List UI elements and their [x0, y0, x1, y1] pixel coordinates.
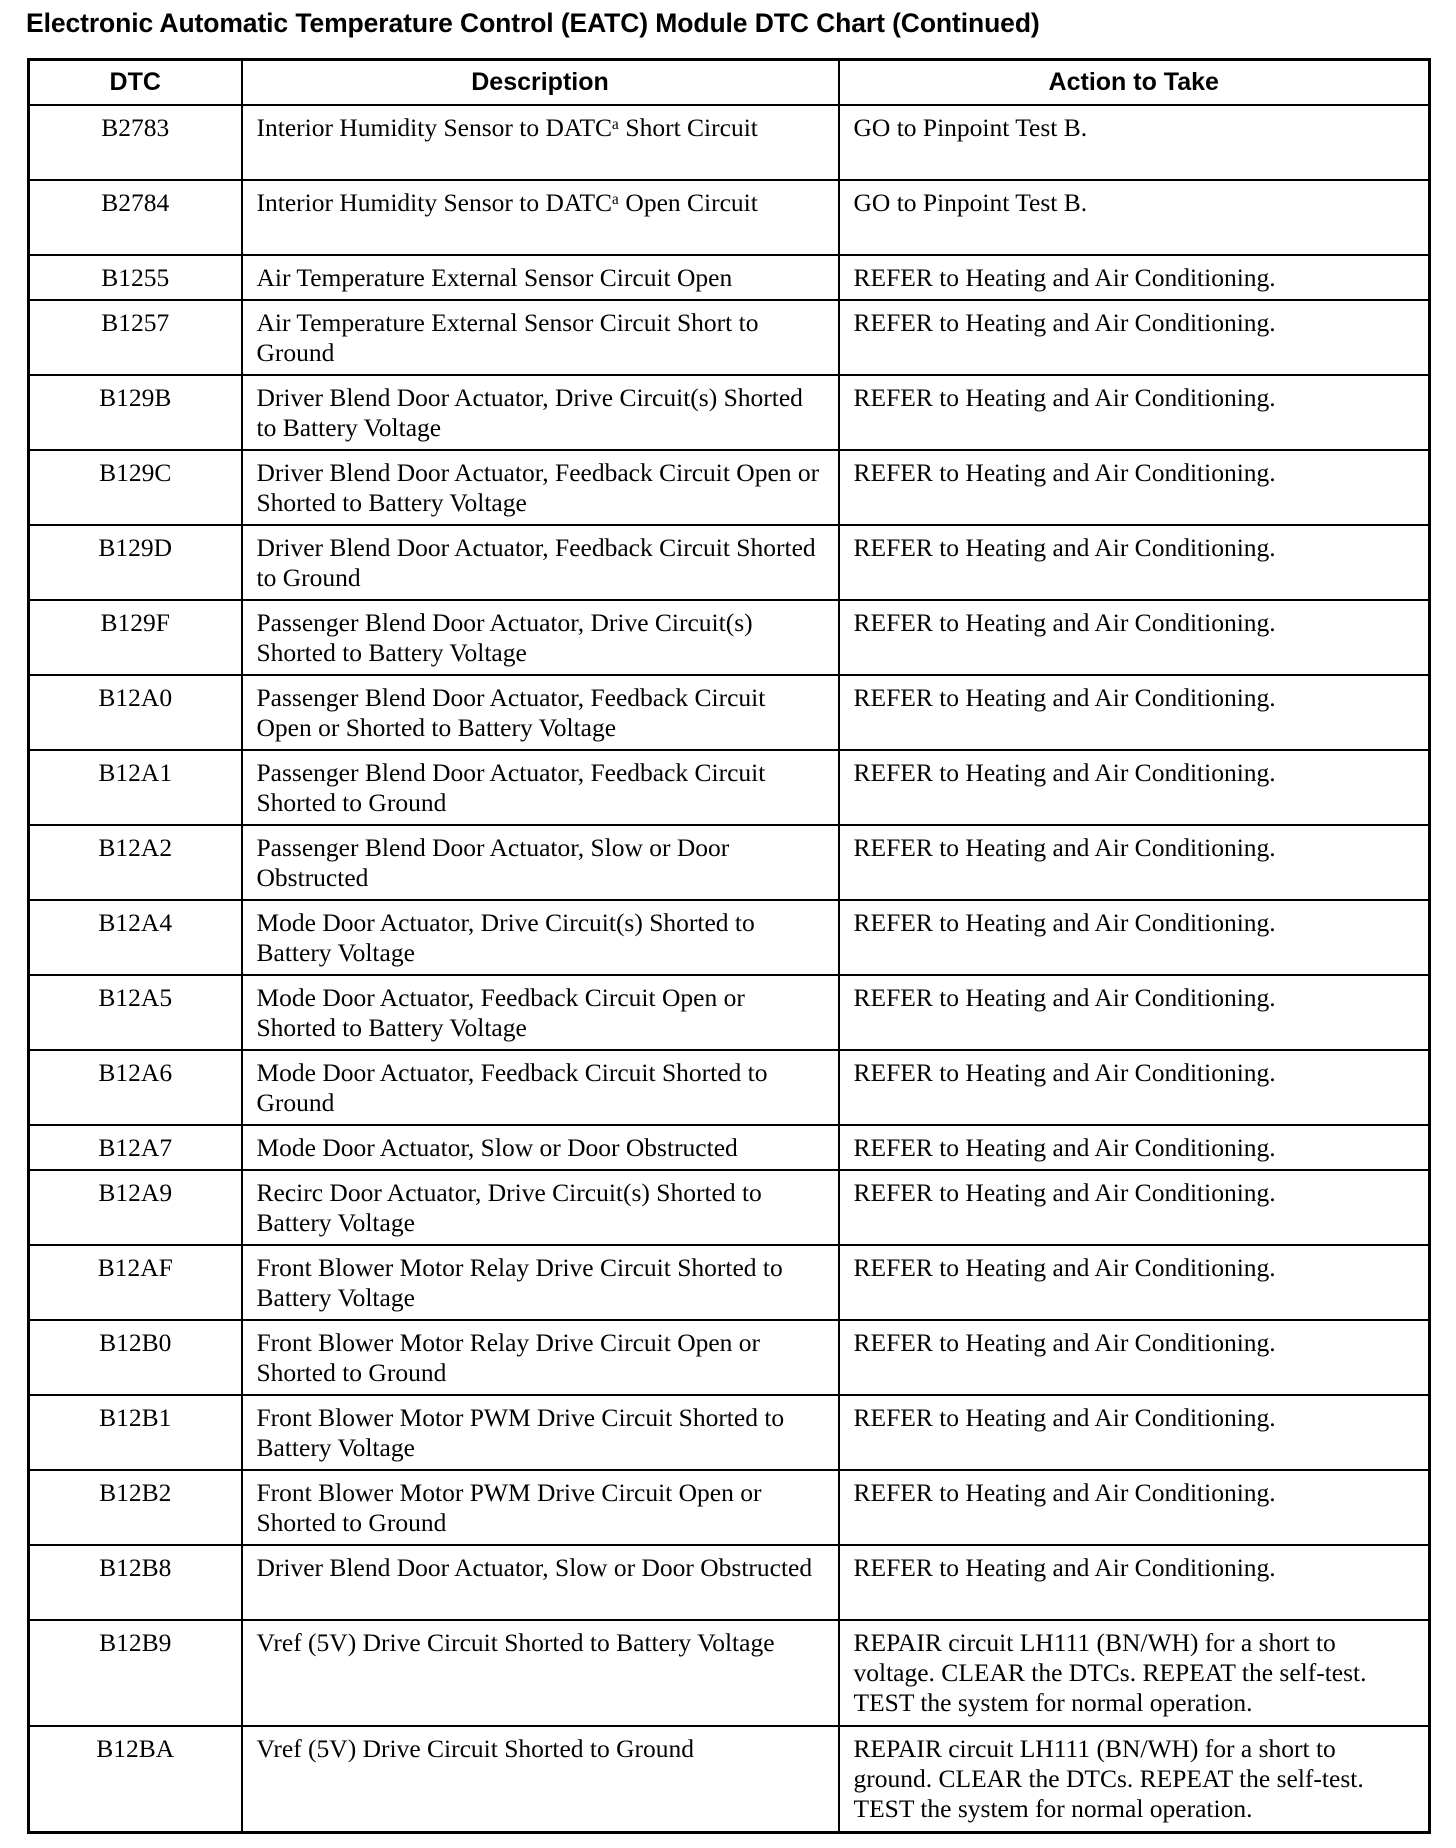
action-cell: GO to Pinpoint Test B.	[839, 180, 1430, 255]
dtc-table	[27, 58, 1431, 1834]
dtc-code-cell: B12B1	[29, 1395, 242, 1470]
description-cell: Front Blower Motor Relay Drive Circuit Shorted to Battery Voltage	[242, 1245, 839, 1320]
action-cell: REFER to Heating and Air Conditioning.	[839, 1125, 1430, 1170]
page-title: Electronic Automatic Temperature Control (EATC) Module DTC Chart (Continued)	[26, 8, 1040, 38]
dtc-code-cell: B12A4	[29, 900, 242, 975]
description-cell: Driver Blend Door Actuator, Drive Circuit(s) Shorted to Battery Voltage	[242, 375, 839, 450]
dtc-code-cell: B12A9	[29, 1170, 242, 1245]
action-cell: REFER to Heating and Air Conditioning.	[839, 1545, 1430, 1620]
action-cell: REFER to Heating and Air Conditioning.	[839, 1170, 1430, 1245]
table-header-row	[29, 60, 1430, 106]
description-cell: Vref (5V) Drive Circuit Shorted to Ground	[242, 1726, 839, 1832]
table-row	[29, 675, 1430, 750]
dtc-code-cell: B12A1	[29, 750, 242, 825]
column-header-action: Action to Take	[839, 60, 1430, 106]
action-cell: REPAIR circuit LH111 (BN/WH) for a short to voltage. CLEAR the DTCs. REPEAT the self-test. TEST the system for normal operation.	[839, 1620, 1430, 1726]
table-row	[29, 600, 1430, 675]
description-cell: Driver Blend Door Actuator, Feedback Circuit Shorted to Ground	[242, 525, 839, 600]
table-row	[29, 1170, 1430, 1245]
action-cell: REFER to Heating and Air Conditioning.	[839, 600, 1430, 675]
table-row	[29, 105, 1430, 180]
table-row	[29, 300, 1430, 375]
dtc-code-cell: B12A7	[29, 1125, 242, 1170]
description-cell: Front Blower Motor PWM Drive Circuit Shorted to Battery Voltage	[242, 1395, 839, 1470]
action-cell: REFER to Heating and Air Conditioning.	[839, 375, 1430, 450]
dtc-code-cell: B12A5	[29, 975, 242, 1050]
table-row	[29, 1395, 1430, 1470]
table-row	[29, 1545, 1430, 1620]
description-cell: Vref (5V) Drive Circuit Shorted to Battery Voltage	[242, 1620, 839, 1726]
action-cell: REFER to Heating and Air Conditioning.	[839, 450, 1430, 525]
table-row	[29, 1050, 1430, 1125]
description-cell: Interior Humidity Sensor to DATCᵃ Short Circuit	[242, 105, 839, 180]
table-row	[29, 450, 1430, 525]
dtc-code-cell: B12AF	[29, 1245, 242, 1320]
dtc-code-cell: B12B8	[29, 1545, 242, 1620]
table-row	[29, 825, 1430, 900]
action-cell: REFER to Heating and Air Conditioning.	[839, 1395, 1430, 1470]
dtc-code-cell: B12BA	[29, 1726, 242, 1832]
table-row	[29, 1245, 1430, 1320]
action-cell: REFER to Heating and Air Conditioning.	[839, 1050, 1430, 1125]
dtc-code-cell: B1255	[29, 255, 242, 300]
description-cell: Front Blower Motor Relay Drive Circuit Open or Shorted to Ground	[242, 1320, 839, 1395]
dtc-code-cell: B129B	[29, 375, 242, 450]
dtc-code-cell: B12B9	[29, 1620, 242, 1726]
dtc-code-cell: B12A2	[29, 825, 242, 900]
action-cell: REFER to Heating and Air Conditioning.	[839, 825, 1430, 900]
table-body	[29, 105, 1430, 1832]
dtc-code-cell: B129C	[29, 450, 242, 525]
action-cell: REFER to Heating and Air Conditioning.	[839, 255, 1430, 300]
description-cell: Mode Door Actuator, Feedback Circuit Shorted to Ground	[242, 1050, 839, 1125]
dtc-code-cell: B129F	[29, 600, 242, 675]
dtc-code-cell: B12A0	[29, 675, 242, 750]
action-cell: REFER to Heating and Air Conditioning.	[839, 750, 1430, 825]
table-row	[29, 975, 1430, 1050]
dtc-code-cell: B2783	[29, 105, 242, 180]
description-cell: Passenger Blend Door Actuator, Slow or Door Obstructed	[242, 825, 839, 900]
description-cell: Passenger Blend Door Actuator, Feedback Circuit Shorted to Ground	[242, 750, 839, 825]
action-cell: REFER to Heating and Air Conditioning.	[839, 1470, 1430, 1545]
table-row	[29, 750, 1430, 825]
column-header-dtc: DTC	[29, 60, 242, 106]
table-row	[29, 1620, 1430, 1726]
description-cell: Passenger Blend Door Actuator, Drive Circuit(s) Shorted to Battery Voltage	[242, 600, 839, 675]
description-cell: Air Temperature External Sensor Circuit Short to Ground	[242, 300, 839, 375]
description-cell: Driver Blend Door Actuator, Slow or Door Obstructed	[242, 1545, 839, 1620]
action-cell: REFER to Heating and Air Conditioning.	[839, 975, 1430, 1050]
action-cell: REFER to Heating and Air Conditioning.	[839, 1245, 1430, 1320]
table-row	[29, 1320, 1430, 1395]
description-cell: Interior Humidity Sensor to DATCᵃ Open Circuit	[242, 180, 839, 255]
action-cell: REFER to Heating and Air Conditioning.	[839, 900, 1430, 975]
dtc-code-cell: B12A6	[29, 1050, 242, 1125]
description-cell: Driver Blend Door Actuator, Feedback Circuit Open or Shorted to Battery Voltage	[242, 450, 839, 525]
table-row	[29, 255, 1430, 300]
table-row	[29, 1726, 1430, 1832]
action-cell: REFER to Heating and Air Conditioning.	[839, 675, 1430, 750]
dtc-code-cell: B12B2	[29, 1470, 242, 1545]
dtc-code-cell: B2784	[29, 180, 242, 255]
description-cell: Recirc Door Actuator, Drive Circuit(s) Shorted to Battery Voltage	[242, 1170, 839, 1245]
description-cell: Front Blower Motor PWM Drive Circuit Open or Shorted to Ground	[242, 1470, 839, 1545]
action-cell: GO to Pinpoint Test B.	[839, 105, 1430, 180]
action-cell: REPAIR circuit LH111 (BN/WH) for a short to ground. CLEAR the DTCs. REPEAT the self-test. TEST the system for normal operation.	[839, 1726, 1430, 1832]
dtc-code-cell: B129D	[29, 525, 242, 600]
action-cell: REFER to Heating and Air Conditioning.	[839, 1320, 1430, 1395]
column-header-description: Description	[242, 60, 839, 106]
table-row	[29, 1470, 1430, 1545]
action-cell: REFER to Heating and Air Conditioning.	[839, 300, 1430, 375]
action-cell: REFER to Heating and Air Conditioning.	[839, 525, 1430, 600]
table-row	[29, 1125, 1430, 1170]
description-cell: Mode Door Actuator, Feedback Circuit Open or Shorted to Battery Voltage	[242, 975, 839, 1050]
table-row	[29, 180, 1430, 255]
table-row	[29, 525, 1430, 600]
description-cell: Mode Door Actuator, Drive Circuit(s) Shorted to Battery Voltage	[242, 900, 839, 975]
description-cell: Passenger Blend Door Actuator, Feedback Circuit Open or Shorted to Battery Voltage	[242, 675, 839, 750]
dtc-code-cell: B12B0	[29, 1320, 242, 1395]
dtc-code-cell: B1257	[29, 300, 242, 375]
table-row	[29, 900, 1430, 975]
description-cell: Air Temperature External Sensor Circuit Open	[242, 255, 839, 300]
description-cell: Mode Door Actuator, Slow or Door Obstructed	[242, 1125, 839, 1170]
table-row	[29, 375, 1430, 450]
